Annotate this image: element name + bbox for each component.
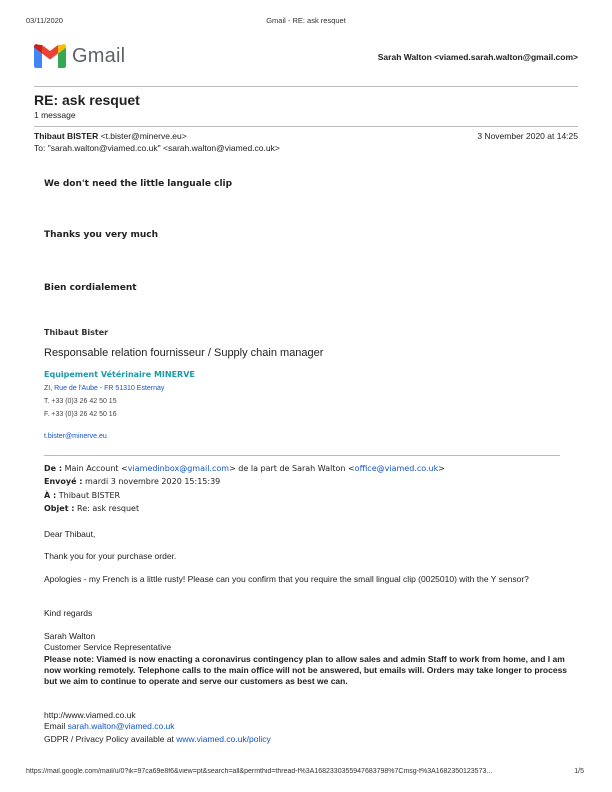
contingency-note: Please note: Viamed is now enacting a coronavirus contingency plan to allow sales and admin Staff to work from home, and I am now working remotely. Telephone calls to the main office will not be answered, but emails will. Orders may take longer to process but we aim to continue to operate and serve our customers as best we can. xyxy=(44,654,568,686)
gmail-wordmark: Gmail xyxy=(72,45,126,67)
signature-name: Thibaut Bister xyxy=(44,328,109,337)
de-label: De : xyxy=(44,464,63,473)
objet-value: Re: ask resquet xyxy=(74,504,140,513)
header-divider xyxy=(34,86,578,87)
de-text-3: > xyxy=(438,464,445,473)
envoye-label: Envoyé : xyxy=(44,477,83,486)
message-date: 3 November 2020 at 14:25 xyxy=(477,131,578,141)
signature-address xyxy=(44,385,164,392)
signature-email-link[interactable]: t.bister@minerve.eu xyxy=(44,433,107,440)
a-value: Thibaut BISTER xyxy=(56,491,121,500)
recipient-line: To: "sarah.walton@viamed.co.uk" <sarah.walton@viamed.co.uk> xyxy=(34,143,280,153)
signature-company: Equipement Vétérinaire MINERVE xyxy=(44,370,195,379)
footer-url: https://mail.google.com/mail/u/0?ik=97ca69e8f6&view=pt&search=all&permthid=thread-f%3A1682330355947683798%7Cmsg-f%3A1682350123573... xyxy=(26,768,493,775)
de-email-2-link[interactable]: office@viamed.co.uk xyxy=(354,464,439,473)
gdpr-label: GDPR / Privacy Policy available at xyxy=(44,734,177,744)
print-date: 03/11/2020 xyxy=(26,16,63,25)
signature-fax: F. +33 (0)3 26 42 50 16 xyxy=(44,411,117,418)
thread-subject: RE: ask resquet xyxy=(34,92,140,108)
gdpr-line xyxy=(44,734,271,744)
gdpr-link[interactable]: www.viamed.co.uk/policy xyxy=(176,734,271,744)
signature-phone: T. +33 (0)3 26 42 50 15 xyxy=(44,398,117,405)
quoted-signer-name: Sarah Walton xyxy=(44,631,96,641)
body-line-2: Thanks you very much xyxy=(44,230,159,240)
footer-page-number: 1/5 xyxy=(574,768,584,775)
objet-label: Objet : xyxy=(44,504,75,513)
quoted-subject xyxy=(44,504,139,513)
de-text-1: Main Account < xyxy=(62,464,128,473)
subject-divider xyxy=(34,126,578,127)
body-line-3: Bien cordialement xyxy=(44,283,137,293)
de-email-1-link[interactable]: viamedinbox@gmail.com xyxy=(127,464,230,473)
quoted-signer-title: Customer Service Representative xyxy=(44,642,172,652)
email-link[interactable]: sarah.walton@viamed.co.uk xyxy=(67,721,175,731)
body-line-1: We don't need the little languale clip xyxy=(44,179,233,189)
quoted-greeting: Dear Thibaut, xyxy=(44,529,96,539)
email-label: Email xyxy=(44,721,68,731)
print-title: Gmail - RE: ask resquet xyxy=(266,16,346,25)
email-line xyxy=(44,721,175,731)
sender[interactable] xyxy=(34,131,187,141)
signature-role: Responsable relation fournisseur / Supply chain manager xyxy=(44,347,324,359)
sender-email: <t.bister@minerve.eu> xyxy=(100,131,187,141)
quoted-sent xyxy=(44,477,220,486)
sender-name: Thibaut BISTER xyxy=(34,131,99,141)
account-label: Sarah Walton <viamed.sarah.walton@gmail.com> xyxy=(377,52,578,62)
quoted-apology: Apologies - my French is a little rusty! Please can you confirm that you require the small lingual clip (0025010) with the Y sensor? xyxy=(44,574,529,584)
website-link[interactable]: http://www.viamed.co.uk xyxy=(44,710,136,720)
quoted-thanks: Thank you for your purchase order. xyxy=(44,551,177,561)
quoted-to xyxy=(44,491,120,500)
envoye-value: mardi 3 novembre 2020 15:15:39 xyxy=(82,477,221,486)
quote-divider xyxy=(44,455,560,456)
a-label: À : xyxy=(44,491,57,500)
quoted-from xyxy=(44,464,445,473)
message-count: 1 message xyxy=(34,110,76,120)
gmail-logo-icon[interactable] xyxy=(34,44,66,73)
quoted-kind-regards: Kind regards xyxy=(44,608,93,618)
address-link[interactable]: Rue de l'Aube - FR 51310 Esternay xyxy=(54,385,165,392)
address-prefix: ZI, xyxy=(44,385,53,392)
de-text-2: > de la part de Sarah Walton < xyxy=(229,464,355,473)
